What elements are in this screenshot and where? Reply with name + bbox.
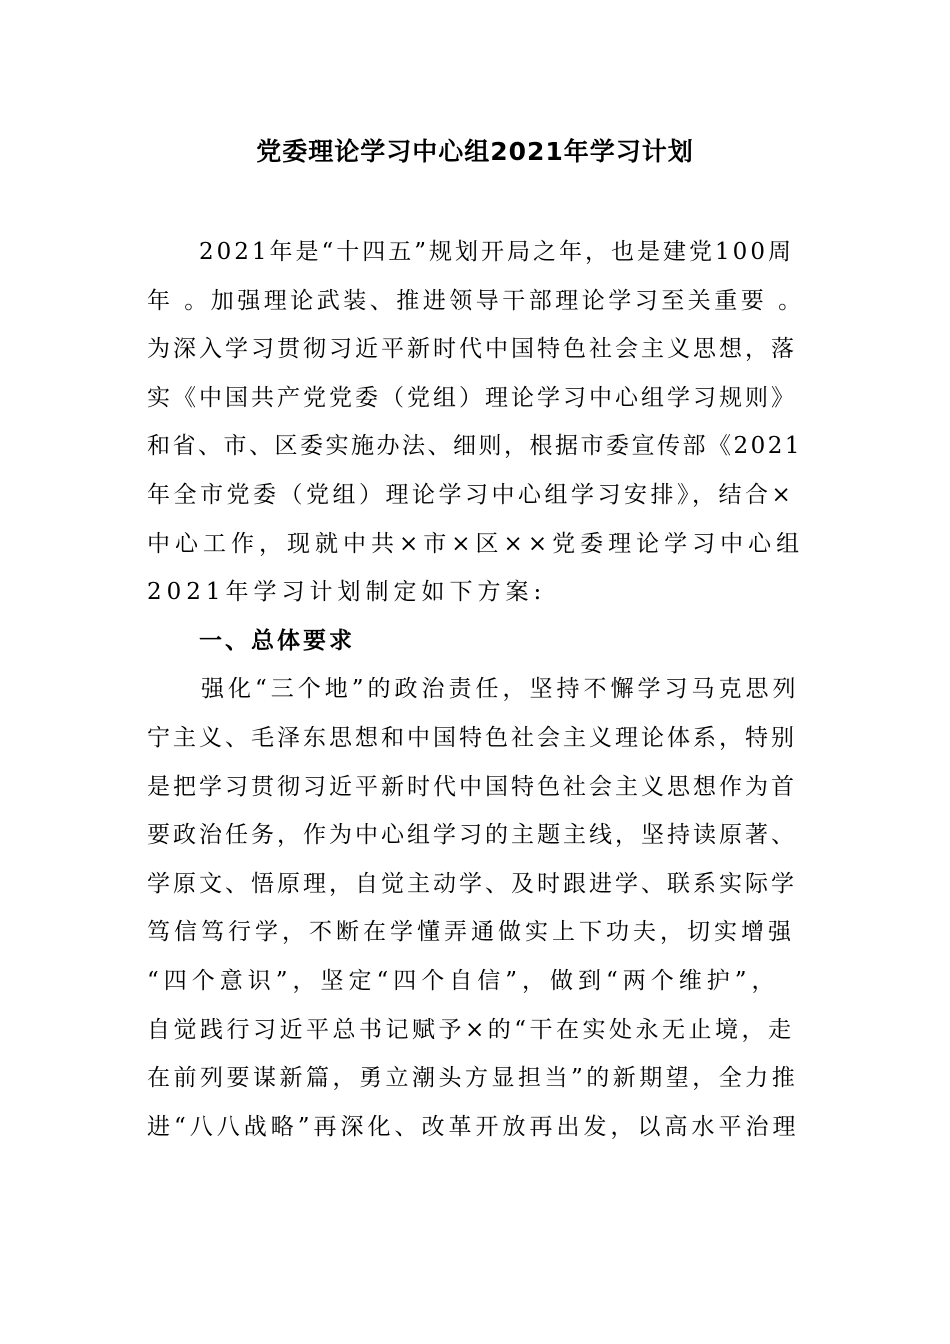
body-line: 年 。加强理论武装、推进领导干部理论学习至关重要 。 [147, 287, 805, 314]
body-line: 自觉践行习近平总书记赋予×的“干在实处永无止境，走 [147, 1016, 795, 1043]
body-line: 和省、市、区委实施办法、细则，根据市委宣传部《2021 [147, 433, 803, 460]
body-line: 是把学习贯彻习近平新时代中国特色社会主义思想作为首 [147, 773, 797, 800]
body-line: 学原文、悟原理，自觉主动学、及时跟进学、联系实际学 [147, 870, 797, 897]
body-line: 年全市党委（党组）理论学习中心组学习安排》，结合× [147, 481, 795, 508]
body-line: 进“八八战略”再深化、改革开放再出发，以高水平治理 [147, 1113, 800, 1140]
section-heading: 一、总体要求 [147, 627, 355, 654]
body-line: 笃信笃行学，不断在学懂弄通做实上下功夫，切实增强 [147, 919, 795, 946]
body-line: 强化“三个地”的政治责任，坚持不懈学习马克思列 [147, 676, 800, 703]
body-line: 实《中国共产党党委（党组）理论学习中心组学习规则》 [147, 384, 797, 411]
body-line: 宁主义、毛泽东思想和中国特色社会主义理论体系，特别 [147, 724, 797, 751]
body-line: 要政治任务，作为中心组学习的主题主线，坚持读原著、 [147, 822, 797, 849]
body-line: 在前列要谋新篇，勇立潮头方显担当”的新期望，全力推 [147, 1065, 799, 1092]
body-line: “四个意识”，坚定“四个自信”，做到“两个维护”， [147, 967, 780, 994]
body-line: 2021年是“十四五”规划开局之年，也是建党100周 [147, 239, 794, 265]
body-line: 中心工作，现就中共×市×区××党委理论学习中心组 [147, 530, 805, 557]
body-line: 2021年学习计划制定如下方案: [147, 579, 547, 606]
document-body [147, 228, 805, 1151]
body-line: 为深入学习贯彻习近平新时代中国特色社会主义思想，落 [147, 336, 797, 363]
document-title: 党委理论学习中心组2021年学习计划 [256, 137, 694, 166]
